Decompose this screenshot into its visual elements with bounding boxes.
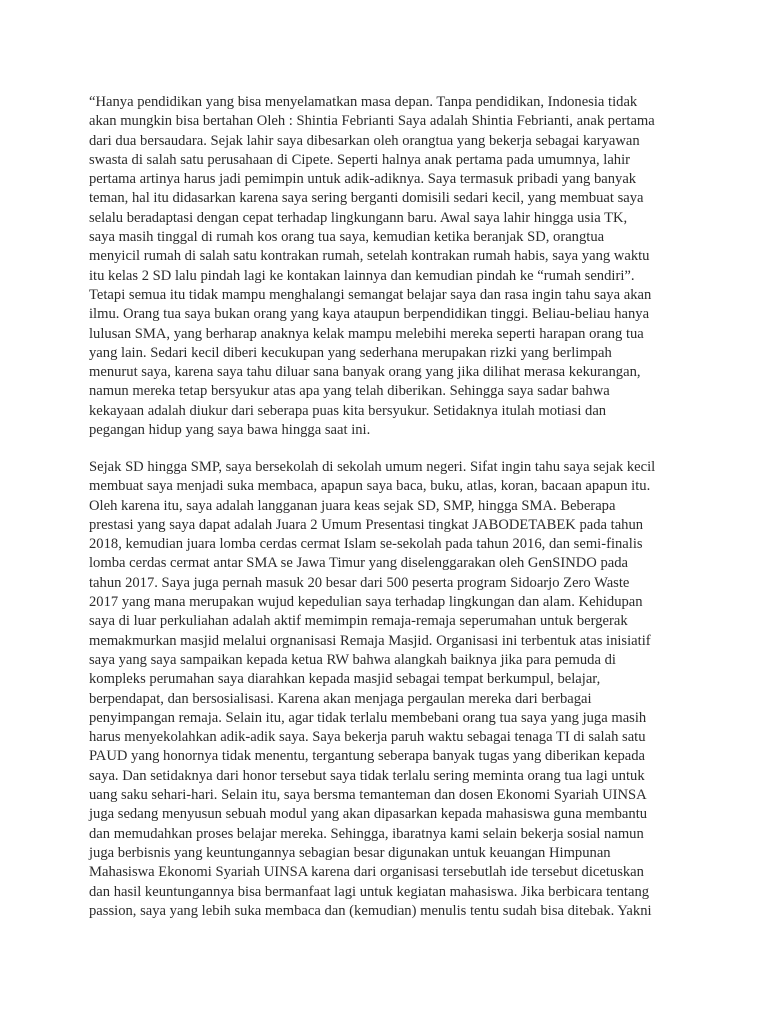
text-line: itu kelas 2 SD lalu pindah lagi ke kontakan lainnya dan kemudian pindah ke “rumah sendiri”. <box>89 267 635 284</box>
text-line: kekayaan adalah diukur dari seberapa puas kita bersyukur. Setidaknya itulah motiasi dan <box>89 402 607 419</box>
text-line: swasta di salah satu perusahaan di Cipete. Seperti halnya anak pertama pada umumnya, lahir <box>89 151 631 168</box>
text-line: 2017 yang mana merupakan wujud kepedulian saya terhadap lingkungan dan alam. Kehidupan <box>89 594 643 611</box>
text-line: Mahasiswa Ekonomi Syariah UINSA karena dari organisasi tersebutlah ide tersebut dicetuskan <box>89 864 644 881</box>
text-line: juga berbisnis yang keuntungannya sebagian besar digunakan untuk keuangan Himpunan <box>89 844 611 861</box>
text-line: ilmu. Orang tua saya bukan orang yang kaya ataupun berpendidikan tinggi. Beliau-beliau hanya <box>89 306 650 323</box>
text-line: kompleks perumahan saya diarahkan kepada masjid sebagai tempat berkumpul, belajar, <box>89 671 601 688</box>
text-line: akan mungkin bisa bertahan Oleh : Shintia Febrianti Saya adalah Shintia Febrianti, anak pertama <box>89 113 655 130</box>
text-line: Oleh karena itu, saya adalah langganan juara keas sejak SD, SMP, hingga SMA. Beberapa <box>89 497 616 514</box>
paragraph-2 <box>89 458 689 921</box>
text-line: juga sedang menyusun sebuah modul yang akan dipasarkan kepada mahasiswa guna membantu <box>89 806 648 823</box>
text-line: tahun 2017. Saya juga pernah masuk 20 besar dari 500 peserta program Sidoarjo Zero Waste <box>89 574 630 591</box>
text-line: namun mereka tetap bersyukur atas apa yang telah diberikan. Sehingga saya sadar bahwa <box>89 383 610 400</box>
text-line: Sejak SD hingga SMP, saya bersekolah di sekolah umum negeri. Sifat ingin tahu saya sejak kecil <box>89 459 656 475</box>
text-line: memakmurkan masjid melalui orgnanisasi Remaja Masjid. Organisasi ini terbentuk atas inisiatif <box>89 632 651 649</box>
text-line: uang saku sehari-hari. Selain itu, saya bersma temanteman dan dosen Ekonomi Syariah UINSA <box>89 787 647 804</box>
text-line: PAUD yang honornya tidak menentu, tergantung seberapa banyak tugas yang diberikan kepada <box>89 748 646 765</box>
text-line: menurut saya, karena saya tahu diluar sana banyak orang yang jika dilihat merasa kekurangan, <box>89 364 641 381</box>
text-line: saya di luar perkuliahan adalah aktif memimpin remaja-remaja seperumahan untuk bergerak <box>89 613 628 630</box>
text-line: penyimpangan remaja. Selain itu, agar tidak terlalu membebani orang tua saya yang juga masih <box>89 709 647 726</box>
text-line: pegangan hidup yang saya bawa hingga saat ini. <box>89 422 371 439</box>
text-line: saya yang saya sampaikan kepada ketua RW bahwa alangkah baiknya jika para pemuda di <box>89 651 616 668</box>
text-line: pertama artinya harus jadi pemimpin untuk adik-adiknya. Saya termasuk pribadi yang banyak <box>89 171 637 188</box>
text-line: dan memudahkan proses belajar mereka. Sehingga, ibaratnya kami selain bekerja sosial namun <box>89 825 644 842</box>
text-line: Tetapi semua itu tidak mampu menghalangi semangat belajar saya dan rasa ingin tahu saya akan <box>89 286 652 303</box>
text-line: dari dua bersaudara. Sejak lahir saya dibesarkan oleh orangtua yang bekerja sebagai karyawan <box>89 132 640 149</box>
text-line: lulusan SMA, yang berharap anaknya kelak mampu melebihi mereka seperti harapan orang tua <box>89 325 644 342</box>
text-line: teman, hal itu didasarkan karena saya sering berganti domisili sedari kecil, yang membuat saya <box>89 190 644 207</box>
text-line: passion, saya yang lebih suka membaca dan (kemudian) menulis tentu sudah bisa ditebak. Yakni <box>89 902 652 919</box>
text-line: saya masih tinggal di rumah kos orang tua saya, kemudian ketika beranjak SD, orangtua <box>89 229 605 246</box>
text-line: membuat saya menjadi suka membaca, apapun saya baca, buku, atlas, koran, bacaan apapun itu. <box>89 478 651 495</box>
text-line: selalu beradaptasi dengan cepat terhadap lingkungann baru. Awal saya lahir hingga usia TK, <box>89 209 628 226</box>
text-line: harus menyekolahkan adik-adik saya. Saya bekerja paruh waktu sebagai tenaga TI di salah satu <box>89 729 646 746</box>
text-line: saya. Dan setidaknya dari honor tersebut saya tidak terlalu sering meminta orang tua lagi untuk <box>89 767 645 784</box>
text-line: menyicil rumah di salah satu kontrakan rumah, setelah kontrakan rumah habis, saya yang waktu <box>89 248 650 265</box>
text-line: “Hanya pendidikan yang bisa menyelamatkan masa depan. Tanpa pendidikan, Indonesia tidak <box>89 94 638 110</box>
text-line: dan hasil keuntungannya bisa bermanfaat lagi untuk kegiatan mahasiswa. Jika berbicara tentang <box>89 883 650 900</box>
text-line: 2018, kemudian juara lomba cerdas cermat Islam se-sekolah pada tahun 2016, dan semi-finalis <box>89 536 643 553</box>
paragraph-1 <box>89 93 689 440</box>
text-line: lomba cerdas cermat antar SMA se Jawa Timur yang diselenggarakan oleh GenSINDO pada <box>89 555 629 572</box>
text-line: berpendapat, dan bersosialisasi. Karena akan menjaga pergaulan mereka dari berbagai <box>89 690 592 707</box>
text-line: prestasi yang saya dapat adalah Juara 2 Umum Presentasi tingkat JABODETABEK pada tahun <box>89 516 644 533</box>
text-line: yang lain. Sedari kecil diberi kecukupan yang sederhana merupakan rizki yang berlimpah <box>89 344 612 361</box>
